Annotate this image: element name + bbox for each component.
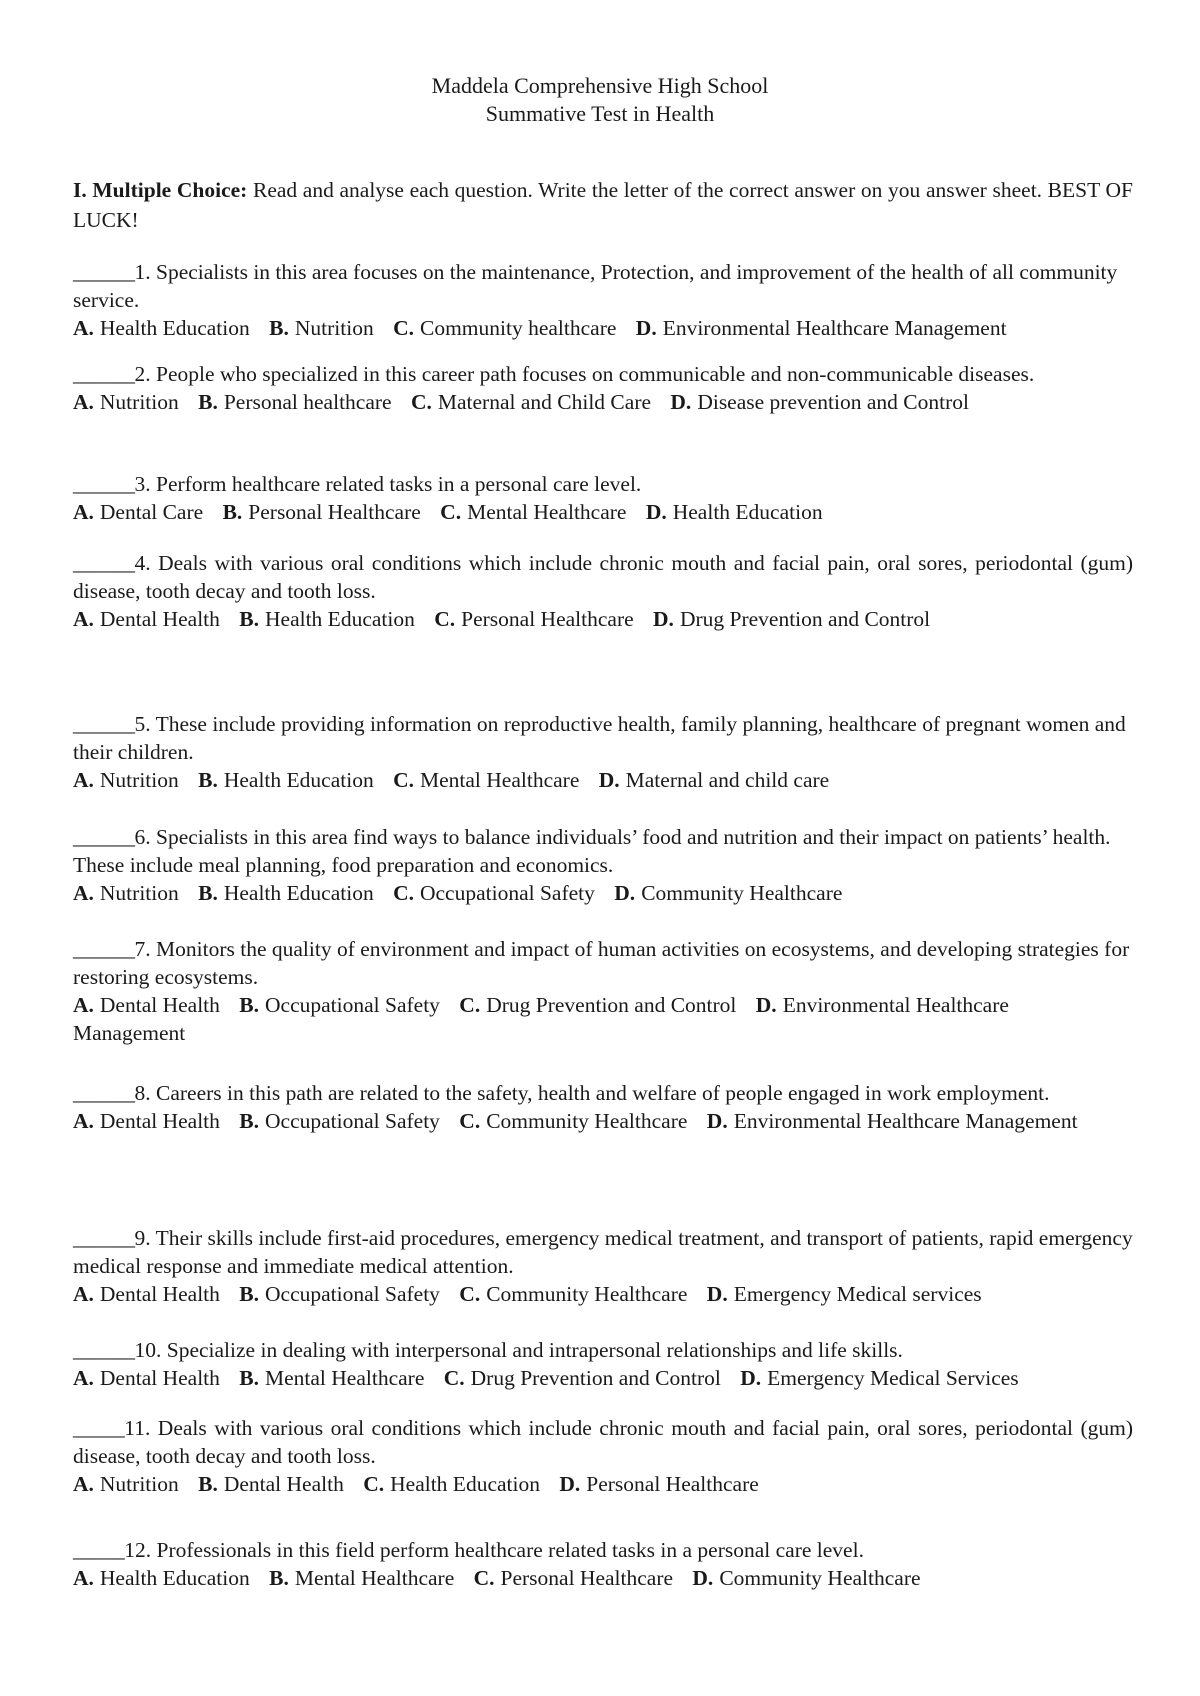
choice-c <box>459 1109 687 1133</box>
choice-text: Nutrition <box>294 316 374 340</box>
choice-text: Dental Health <box>223 1472 344 1496</box>
choice-text: Community Healthcare <box>719 1566 921 1590</box>
question-stem <box>73 549 1133 605</box>
choice-text: Health Education <box>390 1472 540 1496</box>
choice-d <box>636 316 1007 340</box>
choice-text: Nutrition <box>99 1472 179 1496</box>
answer-blank[interactable]: ______ <box>73 1081 135 1105</box>
choice-letter: C. <box>434 607 456 631</box>
choice-text: Environmental Healthcare Management <box>662 316 1007 340</box>
page-header <box>0 72 1200 128</box>
choice-letter: A. <box>73 316 94 340</box>
choice-b <box>269 316 374 340</box>
choice-b <box>198 390 391 414</box>
choice-letter: B. <box>198 1472 218 1496</box>
question-9 <box>73 1224 1133 1308</box>
choice-letter: C. <box>410 390 432 414</box>
choice-a <box>73 993 220 1017</box>
choice-text: Dental Health <box>99 607 220 631</box>
answer-blank[interactable]: ______ <box>73 260 135 284</box>
choices <box>73 1107 1133 1135</box>
choice-a <box>73 607 220 631</box>
choice-c <box>363 1472 540 1496</box>
choice-d <box>646 500 823 524</box>
choice-text: Health Education <box>672 500 823 524</box>
choice-text: Health Education <box>223 881 374 905</box>
choice-a <box>73 500 203 524</box>
question-text: 9. Their skills include first-aid procedures, emergency medical treatment, and transport of patients, rapid emergency medical response and immediate medical attention. <box>73 1226 1133 1278</box>
choice-a <box>73 881 179 905</box>
choices <box>73 1364 1133 1392</box>
choice-letter: C. <box>459 1109 481 1133</box>
choice-text: Health Education <box>99 1566 250 1590</box>
choice-a <box>73 1566 250 1590</box>
test-title: Summative Test in Health <box>485 101 715 126</box>
choice-letter: A. <box>73 1472 94 1496</box>
answer-blank[interactable]: ______ <box>73 472 135 496</box>
choice-text: Dental Health <box>99 1109 220 1133</box>
answer-blank[interactable]: ______ <box>73 1226 135 1250</box>
choice-d <box>692 1566 920 1590</box>
choice-text: Mental Healthcare <box>294 1566 455 1590</box>
choice-letter: C. <box>393 316 414 340</box>
choice-text: Community Healthcare <box>641 881 843 905</box>
choice-a <box>73 390 179 414</box>
choice-text: Nutrition <box>99 881 179 905</box>
question-text: 10. Specialize in dealing with interpersonal and intrapersonal relationships and life skills. <box>134 1338 903 1362</box>
choice-letter: A. <box>73 1366 94 1390</box>
choices <box>73 1564 1133 1592</box>
choice-text: Environmental Healthcare Management <box>73 993 1009 1045</box>
choices <box>73 498 1133 526</box>
question-text: 8. Careers in this path are related to the safety, health and welfare of people engaged in work employment. <box>134 1081 1050 1105</box>
choices <box>73 1280 1133 1308</box>
question-stem <box>73 1336 1133 1364</box>
choice-text: Disease prevention and Control <box>697 390 969 414</box>
choice-b <box>239 1109 440 1133</box>
choice-letter: D. <box>653 607 674 631</box>
choices <box>73 766 1133 794</box>
choices <box>73 388 1133 416</box>
choice-text: Emergency Medical Services <box>767 1366 1019 1390</box>
question-text: 7. Monitors the quality of environment and impact of human activities on ecosystems, and developing strategies for restoring ecosystems. <box>73 937 1130 989</box>
choice-text: Drug Prevention and Control <box>679 607 931 631</box>
question-stem <box>73 1224 1133 1280</box>
question-stem <box>73 1079 1133 1107</box>
choice-d <box>707 1109 1078 1133</box>
choice-text: Drug Prevention and Control <box>470 1366 721 1390</box>
choice-b <box>223 500 421 524</box>
choice-text: Dental Health <box>99 1366 220 1390</box>
question-3 <box>73 470 1133 526</box>
question-stem <box>73 710 1133 766</box>
question-4 <box>73 549 1133 633</box>
answer-blank[interactable]: ______ <box>73 825 135 849</box>
choice-text: Environmental Healthcare Management <box>733 1109 1078 1133</box>
question-8 <box>73 1079 1133 1135</box>
choice-b <box>269 1566 454 1590</box>
choice-text: Personal Healthcare <box>248 500 421 524</box>
answer-blank[interactable]: ______ <box>73 712 135 736</box>
choice-letter: A. <box>73 500 94 524</box>
choices <box>73 605 1133 633</box>
choice-c <box>393 881 595 905</box>
choice-text: Health Education <box>99 316 250 340</box>
choice-text: Occupational Safety <box>265 993 440 1017</box>
question-text: 11. Deals with various oral conditions which include chronic mouth and facial pain, oral sores, periodontal (gum) disease, tooth decay and tooth loss. <box>73 1416 1133 1468</box>
choices <box>73 991 1133 1047</box>
question-stem <box>73 935 1133 991</box>
question-text: 2. People who specialized in this career path focuses on communicable and non-communicable diseases. <box>134 362 1035 386</box>
choice-letter: D. <box>755 993 777 1017</box>
choice-text: Personal Healthcare <box>586 1472 759 1496</box>
instructions <box>73 175 1133 235</box>
choice-text: Personal Healthcare <box>500 1566 674 1590</box>
question-text: 4. Deals with various oral conditions which include chronic mouth and facial pain, oral sores, periodontal (gum) disease, tooth decay and tooth loss. <box>73 551 1133 603</box>
choice-letter: B. <box>222 500 243 524</box>
question-stem <box>73 258 1133 314</box>
choice-letter: B. <box>239 1366 259 1390</box>
choice-c <box>393 316 616 340</box>
choice-c <box>474 1566 673 1590</box>
choice-letter: B. <box>198 768 218 792</box>
question-5 <box>73 710 1133 794</box>
choice-letter: D. <box>635 316 657 340</box>
answer-blank[interactable]: ______ <box>73 937 135 961</box>
instructions-lead: I. Multiple Choice: <box>73 178 248 202</box>
choice-c <box>440 500 626 524</box>
choice-letter: B. <box>198 390 218 414</box>
choice-letter: D. <box>706 1109 728 1133</box>
choice-text: Personal Healthcare <box>461 607 634 631</box>
choice-a <box>73 1282 220 1306</box>
instructions-text: Read and analyse each question. Write the letter of the correct answer on you answer sheet. BEST OF LUCK! <box>73 178 1133 232</box>
choice-text: Maternal and Child Care <box>437 390 652 414</box>
choice-letter: B. <box>269 316 289 340</box>
choice-text: Maternal and child care <box>625 768 830 792</box>
choice-text: Community Healthcare <box>486 1109 688 1133</box>
answer-blank[interactable]: ______ <box>73 362 135 386</box>
choice-d <box>653 607 930 631</box>
choice-letter: C. <box>440 500 462 524</box>
choice-letter: A. <box>73 881 94 905</box>
choice-text: Drug Prevention and Control <box>486 993 737 1017</box>
choice-text: Community Healthcare <box>486 1282 688 1306</box>
choice-letter: D. <box>645 500 667 524</box>
choice-text: Dental Health <box>99 1282 220 1306</box>
choice-a <box>73 768 179 792</box>
question-stem <box>73 470 1133 498</box>
choice-text: Mental Healthcare <box>467 500 627 524</box>
choice-letter: D. <box>706 1282 728 1306</box>
choice-text: Nutrition <box>99 768 179 792</box>
answer-blank[interactable]: ______ <box>73 1338 135 1362</box>
question-11 <box>73 1414 1133 1498</box>
choice-letter: B. <box>239 607 259 631</box>
choices <box>73 314 1133 342</box>
choice-c <box>444 1366 721 1390</box>
choice-d <box>614 881 842 905</box>
choice-text: Community healthcare <box>419 316 617 340</box>
choice-letter: B. <box>239 993 259 1017</box>
choice-text: Mental Healthcare <box>419 768 580 792</box>
choice-c <box>411 390 651 414</box>
choice-text: Dental Care <box>99 500 204 524</box>
question-text: 1. Specialists in this area focuses on the maintenance, Protection, and improvement of the health of all community service. <box>73 260 1118 312</box>
choice-letter: C. <box>443 1366 465 1390</box>
question-stem <box>73 1536 1133 1564</box>
choice-b <box>239 993 440 1017</box>
question-10 <box>73 1336 1133 1392</box>
choice-text: Health Education <box>223 768 374 792</box>
choice-b <box>198 1472 344 1496</box>
choice-letter: A. <box>73 1109 94 1133</box>
question-text: 6. Specialists in this area find ways to balance individuals’ food and nutrition and their impact on patients’ health. These include meal planning, food preparation and economics. <box>73 825 1111 877</box>
answer-blank[interactable]: _____ <box>73 1416 125 1440</box>
choice-letter: D. <box>670 390 692 414</box>
choice-letter: D. <box>598 768 620 792</box>
choice-text: Mental Healthcare <box>265 1366 425 1390</box>
choice-letter: B. <box>198 881 218 905</box>
choice-text: Occupational Safety <box>265 1109 440 1133</box>
choice-letter: C. <box>393 768 414 792</box>
choice-c <box>393 768 579 792</box>
choice-d <box>559 1472 758 1496</box>
question-stem <box>73 360 1133 388</box>
choice-letter: A. <box>73 1566 94 1590</box>
choice-text: Nutrition <box>99 390 179 414</box>
choice-a <box>73 1472 179 1496</box>
choice-letter: C. <box>459 993 481 1017</box>
choice-letter: B. <box>269 1566 289 1590</box>
choice-text: Health Education <box>265 607 415 631</box>
question-text: 3. Perform healthcare related tasks in a personal care level. <box>134 472 642 496</box>
choice-b <box>198 881 374 905</box>
choice-letter: D. <box>614 881 636 905</box>
question-2 <box>73 360 1133 416</box>
choice-text: Occupational Safety <box>419 881 595 905</box>
answer-blank[interactable]: ______ <box>73 551 135 575</box>
school-name: Maddela Comprehensive High School <box>431 73 769 98</box>
question-text: 12. Professionals in this field perform healthcare related tasks in a personal care level. <box>124 1538 864 1562</box>
choice-d <box>599 768 829 792</box>
choice-letter: C. <box>473 1566 495 1590</box>
choice-c <box>459 993 736 1017</box>
question-text: 5. These include providing information on reproductive health, family planning, healthcare of pregnant women and their children. <box>73 712 1126 764</box>
choice-text: Emergency Medical services <box>733 1282 982 1306</box>
choice-d <box>707 1282 982 1306</box>
choice-letter: C. <box>363 1472 385 1496</box>
question-12 <box>73 1536 1133 1592</box>
choice-letter: D. <box>559 1472 581 1496</box>
choice-c <box>434 607 633 631</box>
choice-b <box>198 768 374 792</box>
question-1 <box>73 258 1133 342</box>
choice-b <box>239 607 415 631</box>
choice-d <box>740 1366 1018 1390</box>
choice-a <box>73 1109 220 1133</box>
question-6 <box>73 823 1133 907</box>
choice-b <box>239 1366 424 1390</box>
answer-blank[interactable]: _____ <box>73 1538 125 1562</box>
choice-letter: A. <box>73 607 94 631</box>
choice-letter: A. <box>73 993 94 1017</box>
choice-d <box>670 390 969 414</box>
choice-letter: C. <box>393 881 414 905</box>
choice-b <box>239 1282 440 1306</box>
choice-letter: B. <box>239 1109 259 1133</box>
question-7 <box>73 935 1133 1047</box>
choice-a <box>73 1366 220 1390</box>
choice-letter: A. <box>73 768 94 792</box>
choice-text: Personal healthcare <box>223 390 392 414</box>
choice-text: Dental Health <box>99 993 220 1017</box>
choices <box>73 1470 1133 1498</box>
choice-c <box>459 1282 687 1306</box>
choice-letter: A. <box>73 390 94 414</box>
choice-a <box>73 316 250 340</box>
choice-text: Occupational Safety <box>265 1282 440 1306</box>
choice-letter: A. <box>73 1282 94 1306</box>
question-stem <box>73 823 1133 879</box>
choice-letter: C. <box>459 1282 481 1306</box>
choice-letter: D. <box>740 1366 762 1390</box>
choice-letter: D. <box>692 1566 714 1590</box>
choices <box>73 879 1133 907</box>
question-stem <box>73 1414 1133 1470</box>
choice-letter: B. <box>239 1282 259 1306</box>
